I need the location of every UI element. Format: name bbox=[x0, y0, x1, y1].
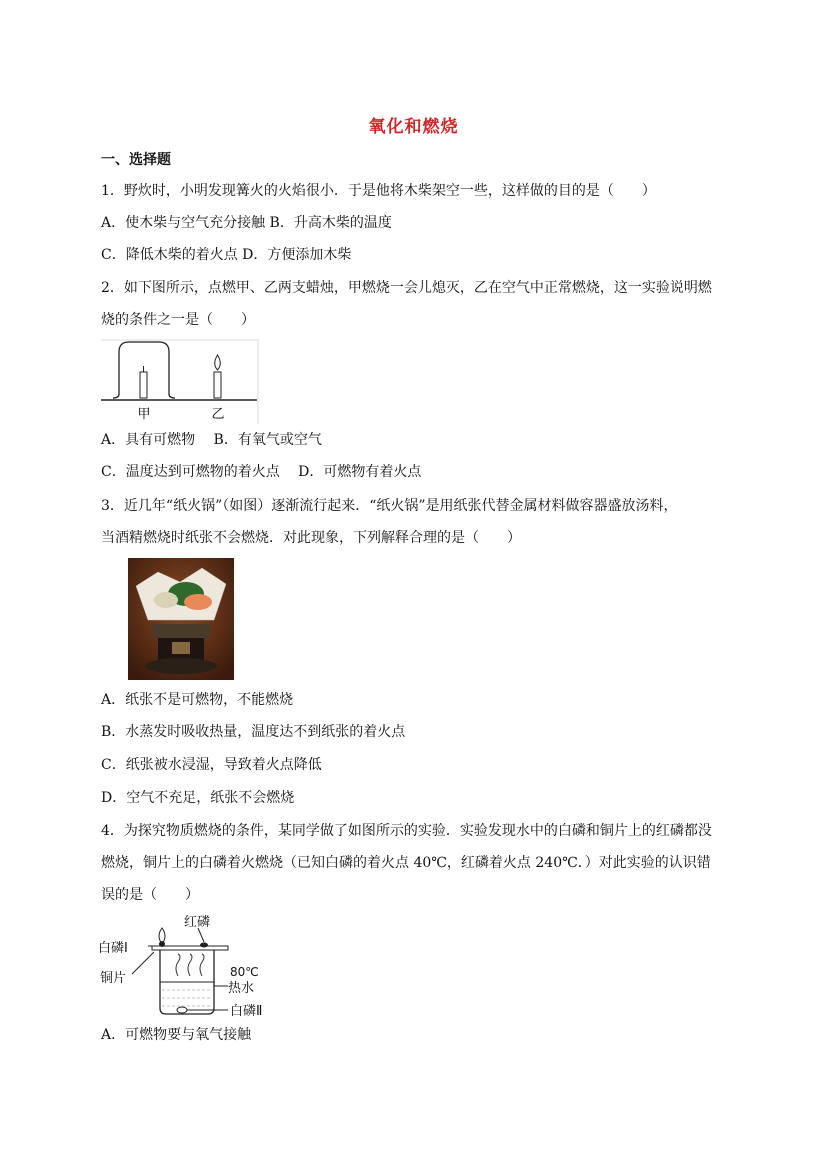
q2-stem-line2: 烧的条件之一是（ ） bbox=[101, 312, 255, 328]
label-red-phosphorus: 红磷 bbox=[184, 915, 211, 930]
red-phosphorus bbox=[200, 943, 208, 948]
q2-options-ab: A．具有可燃物 B．有氧气或空气 bbox=[101, 432, 322, 448]
q1-stem: 1．野炊时，小明发现篝火的火焰很小．于是他将木柴架空一些，这样做的目的是（ ） bbox=[101, 183, 656, 199]
label-yi: 乙 bbox=[211, 407, 225, 422]
food bbox=[154, 592, 178, 608]
q3-option-b: B．水蒸发时吸收热量，温度达不到纸张的着火点 bbox=[101, 724, 406, 740]
label-copper-plate: 铜片 bbox=[100, 971, 127, 986]
pointer-copper bbox=[132, 952, 154, 974]
page-title: 氧化和燃烧 bbox=[368, 117, 459, 137]
q3-stem-line1: 3．近几年“纸火锅”（如图）逐渐流行起来．“纸火锅”是用纸张代替金属材料做容器盛放汤料， bbox=[101, 498, 678, 514]
shrimp bbox=[184, 594, 212, 610]
q3-option-d: D．空气不充足，纸张不会燃烧 bbox=[101, 790, 295, 806]
label-white-phosphorus-2: 白磷Ⅱ bbox=[230, 1004, 263, 1019]
candle-b-flame bbox=[215, 355, 221, 370]
white-phosphorus-2 bbox=[177, 1007, 187, 1013]
q1-options-cd: C．降低木柴的着火点 D．方便添加木柴 bbox=[101, 247, 352, 263]
q4-stem-line2: 燃烧，铜片上的白磷着火燃烧（已知白磷的着火点 40℃，红磷着火点 240℃．）对此实验的认识错 bbox=[101, 855, 711, 871]
steam-1 bbox=[176, 954, 180, 976]
phosphorus-experiment-figure bbox=[98, 910, 280, 1022]
bell-jar-rim bbox=[113, 394, 119, 398]
q4-stem-line3: 误的是（ ） bbox=[101, 887, 199, 903]
label-hot-water: 热水 bbox=[228, 981, 255, 996]
q3-stem-line2: 当酒精燃烧时纸张不会燃烧．对此现象，下列解释合理的是（ ） bbox=[101, 530, 521, 546]
label-jia: 甲 bbox=[137, 407, 151, 422]
stand-foot bbox=[145, 658, 217, 674]
candle-figure bbox=[101, 338, 261, 424]
white-phosphorus-1 bbox=[159, 941, 165, 947]
label-temperature: 80℃ bbox=[230, 965, 259, 979]
section-heading: 一、选择题 bbox=[101, 152, 171, 168]
burner bbox=[172, 642, 190, 654]
candle-b bbox=[214, 372, 221, 398]
steam-3 bbox=[200, 954, 204, 976]
candle-a bbox=[140, 372, 147, 398]
steam-2 bbox=[188, 954, 192, 976]
q1-options-ab: A．使木柴与空气充分接触 B．升高木柴的温度 bbox=[101, 215, 392, 231]
q2-options-cd: C．温度达到可燃物的着火点 D．可燃物有着火点 bbox=[101, 464, 422, 480]
label-white-phosphorus-1: 白磷Ⅰ bbox=[98, 941, 128, 956]
pointer-red bbox=[198, 928, 204, 942]
paper-hotpot-photo bbox=[128, 558, 234, 680]
pot-stand-top bbox=[152, 624, 210, 638]
q3-option-a: A．纸张不是可燃物，不能燃烧 bbox=[101, 692, 294, 708]
q2-stem-line1: 2．如下图所示，点燃甲、乙两支蜡烛，甲燃烧一会儿熄灭，乙在空气中正常燃烧，这一实验说明燃 bbox=[101, 280, 712, 296]
q4-stem-line1: 4．为探究物质燃烧的条件，某同学做了如图所示的实验．实验发现水中的白磷和铜片上的红磷都没 bbox=[101, 823, 712, 839]
q3-option-c: C．纸张被水浸湿，导致着火点降低 bbox=[101, 757, 322, 773]
q4-option-a: A．可燃物要与氧气接触 bbox=[101, 1027, 252, 1043]
